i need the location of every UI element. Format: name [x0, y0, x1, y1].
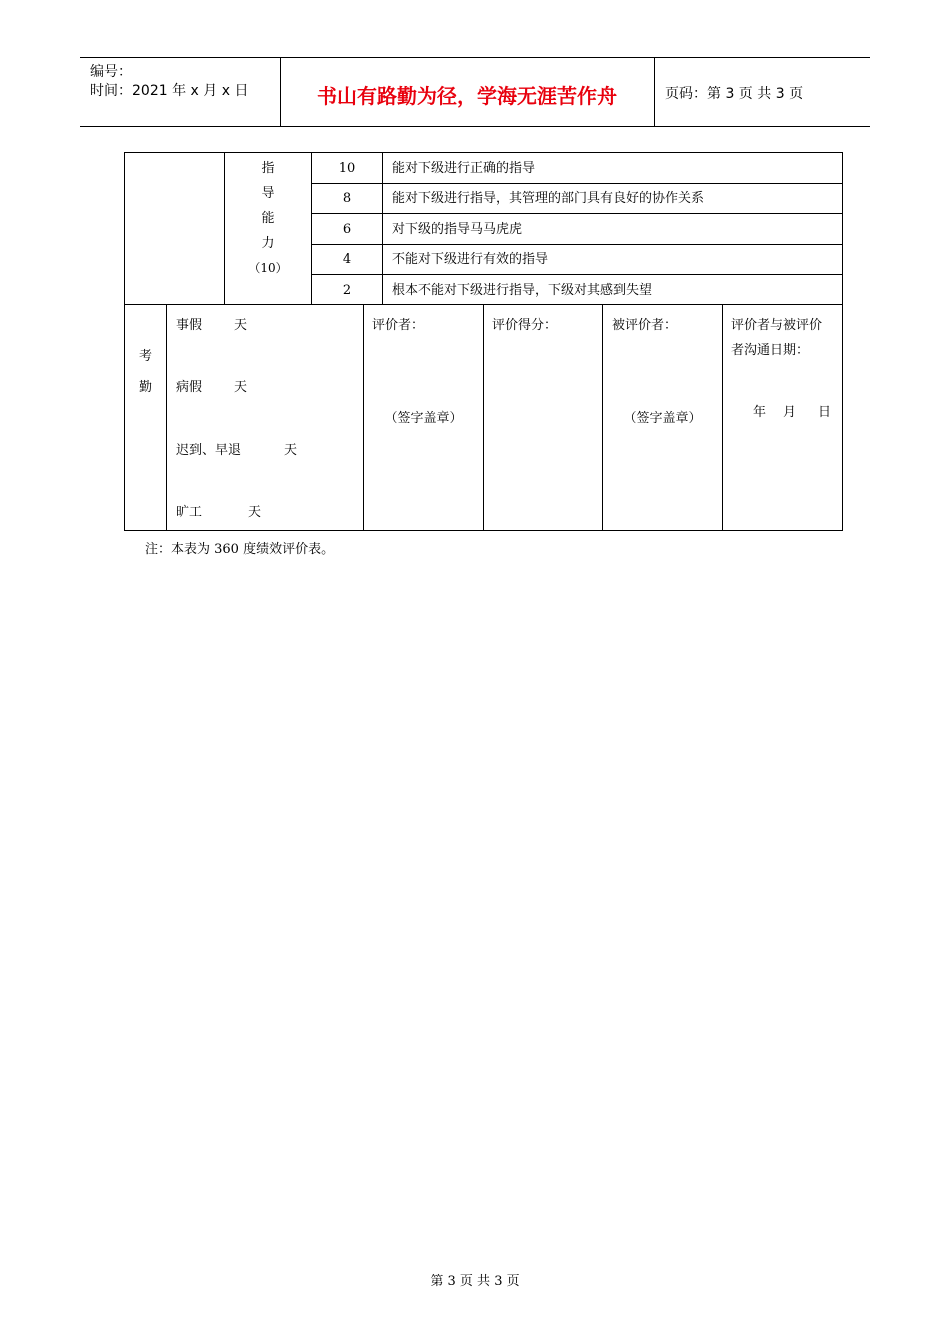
page-header	[80, 57, 870, 127]
row-score: 8	[342, 191, 352, 206]
attendance-label-char: 勤	[138, 380, 152, 395]
col-divider	[722, 304, 723, 531]
attendance-item-unit: 天	[234, 318, 248, 333]
col-divider	[166, 304, 167, 531]
header-page-number: 页码：第 3 页 共 3 页	[665, 86, 804, 102]
category-char: 力	[261, 236, 275, 251]
row-score: 2	[342, 283, 352, 298]
attendance-item-label: 事假	[176, 318, 203, 333]
attendance-label-char: 考	[138, 349, 152, 364]
table-note: 注：本表为 360 度绩效评价表。	[145, 542, 335, 557]
header-motto: 书山有路勤为径，学海无涯苦作舟	[317, 84, 617, 108]
table-border-left	[124, 152, 125, 531]
evaluatee-signature: （签字盖章）	[623, 411, 702, 426]
date-day: 日	[818, 405, 832, 420]
evaluatee-label: 被评价者：	[612, 318, 678, 333]
page-footer: 第 3 页 共 3 页	[430, 1274, 520, 1289]
header-left-cell	[80, 58, 281, 126]
date-year: 年	[753, 405, 767, 420]
col-divider	[382, 152, 383, 304]
date-month: 月	[783, 405, 797, 420]
evaluator-label: 评价者：	[372, 318, 425, 333]
row-description: 能对下级进行正确的指导	[392, 161, 536, 176]
evaluator-signature: （签字盖章）	[384, 411, 463, 426]
communication-date-label: 者沟通日期：	[731, 343, 810, 358]
row-description: 根本不能对下级进行指导，下级对其感到失望	[392, 283, 653, 298]
category-score: （10）	[248, 261, 288, 275]
attendance-item-unit: 天	[248, 505, 262, 520]
communication-date-label: 评价者与被评价	[731, 318, 823, 333]
row-divider	[311, 274, 843, 275]
category-char: 导	[261, 186, 275, 201]
table-border-top	[124, 152, 843, 153]
col-divider	[483, 304, 484, 531]
row-description: 不能对下级进行有效的指导	[392, 252, 549, 267]
attendance-item-unit: 天	[234, 380, 248, 395]
row-divider	[311, 183, 843, 184]
row-score: 10	[338, 161, 356, 176]
attendance-item-label: 病假	[176, 380, 203, 395]
row-divider	[311, 244, 843, 245]
attendance-item-label: 迟到、早退	[176, 443, 242, 458]
row-description: 对下级的指导马马虎虎	[392, 222, 523, 237]
doc-code-label: 编号：	[90, 64, 132, 80]
doc-date-label: 时间：2021 年 x 月 x 日	[90, 83, 249, 99]
category-char: 指	[261, 161, 275, 176]
header-right-cell	[654, 58, 871, 126]
table-border-right	[842, 152, 843, 531]
category-char: 能	[261, 211, 275, 226]
attendance-item-unit: 天	[284, 443, 298, 458]
row-divider	[311, 213, 843, 214]
evaluation-score-label: 评价得分：	[492, 318, 558, 333]
row-description: 能对下级进行指导，其管理的部门具有良好的协作关系	[392, 191, 705, 206]
row-score: 6	[342, 222, 352, 237]
row-score: 4	[342, 252, 352, 267]
attendance-item-label: 旷工	[176, 505, 203, 520]
